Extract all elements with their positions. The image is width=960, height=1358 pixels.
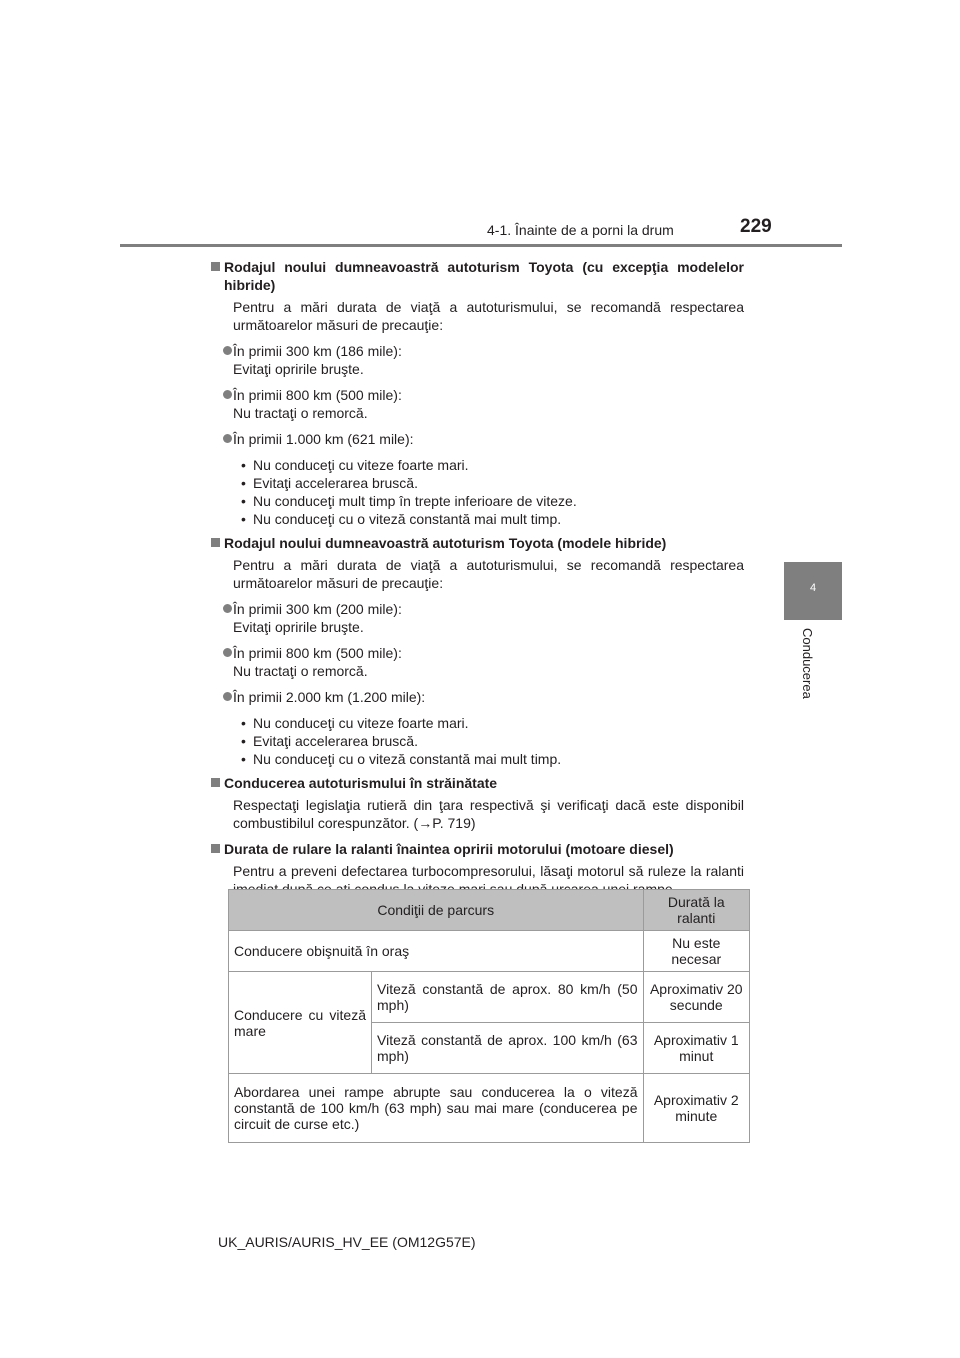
sub-list-item: • Nu conduceţi mult timp în trepte inferioare de viteze. xyxy=(241,492,744,510)
section-intro: Pentru a mări durata de viaţă a autoturismului, se recomandă respectarea următoarelor măsuri de precauţie: xyxy=(233,299,744,333)
section-intro: Pentru a preveni defectarea turbocompresorului, lăsaţi motorul să ruleze la ralanti xyxy=(233,863,744,879)
list-item: În primii 800 km (500 mile): Nu tractaţi o remorcă. xyxy=(211,386,744,422)
table-cell: Aproximativ 1 minut xyxy=(643,1023,750,1074)
chapter-label: Conducerea xyxy=(800,628,815,699)
table-cell: Conducere cu viteză mare xyxy=(229,972,372,1074)
circle-bullet-icon xyxy=(223,648,232,657)
table-cell: Conducere obişnuită în oraş xyxy=(229,931,644,972)
page-number: 229 xyxy=(740,216,772,237)
square-bullet-icon xyxy=(211,538,220,547)
circle-bullet-icon xyxy=(223,434,232,443)
header-section-title: 4-1. Înainte de a porni la drum xyxy=(487,222,674,238)
table-cell: Aproximativ 20 secunde xyxy=(643,972,750,1023)
section-heading: Rodajul noului dumneavoastră autoturism Toyota (modele hibride) xyxy=(211,534,744,552)
list-item: În primii 300 km (200 mile): Evitaţi opririle bruşte. xyxy=(211,600,744,636)
sub-list-item: • Nu conduceţi cu viteze foarte mari. xyxy=(241,714,744,732)
sub-list-item: • Evitaţi accelerarea bruscă. xyxy=(241,732,744,750)
table-cell: Nu este necesar xyxy=(643,931,750,972)
sub-list-item: • Evitaţi accelerarea bruscă. xyxy=(241,474,744,492)
sub-list-item: • Nu conduceţi cu viteze foarte mari. xyxy=(241,456,744,474)
chapter-number: 4 xyxy=(809,582,817,594)
chapter-tab xyxy=(784,562,842,620)
section-intro: Pentru a mări durata de viaţă a autoturismului, se recomandă respectarea următoarelor măsuri de precauţie: xyxy=(233,557,744,591)
circle-bullet-icon xyxy=(223,346,232,355)
table-cell: Aproximativ 2 minute xyxy=(643,1074,750,1143)
circle-bullet-icon xyxy=(223,692,232,701)
table-header-cell: Durată la ralanti xyxy=(643,890,750,931)
table-header-cell: Condiţii de parcurs xyxy=(229,890,644,931)
table-row xyxy=(229,931,750,972)
table-header-row xyxy=(229,890,750,931)
circle-bullet-icon xyxy=(223,604,232,613)
table-cell: Abordarea unei rampe abrupte sau conducerea la o viteză constantă de 100 km/h (63 mph) sau mai mare (conducerea pe circuit de curse etc.) xyxy=(229,1074,644,1143)
list-item: În primii 300 km (186 mile): Evitaţi opririle bruşte. xyxy=(211,342,744,378)
idle-duration-table xyxy=(228,889,750,1143)
list-item: În primii 800 km (500 mile): Nu tractaţi o remorcă. xyxy=(211,644,744,680)
table-cell: Viteză constantă de aprox. 100 km/h (63 mph) xyxy=(372,1023,644,1074)
sub-list xyxy=(211,456,744,528)
sub-list-item: • Nu conduceţi cu o viteză constantă mai mult timp. xyxy=(241,750,744,768)
square-bullet-icon xyxy=(211,844,220,853)
table-row xyxy=(229,1074,750,1143)
list-item: În primii 2.000 km (1.200 mile): xyxy=(211,688,744,706)
header-rule xyxy=(120,244,842,247)
table-cell: Viteză constantă de aprox. 80 km/h (50 mph) xyxy=(372,972,644,1023)
square-bullet-icon xyxy=(211,262,220,271)
square-bullet-icon xyxy=(211,778,220,787)
sub-list xyxy=(211,714,744,768)
circle-bullet-icon xyxy=(223,390,232,399)
sub-list-item: • Nu conduceţi cu o viteză constantă mai mult timp. xyxy=(241,510,744,528)
table-row xyxy=(229,972,750,1023)
document-code: UK_AURIS/AURIS_HV_EE (OM12G57E) xyxy=(218,1234,476,1250)
section-heading: Rodajul noului dumneavoastră autoturism Toyota (cu excepţia modelelor hibride) xyxy=(211,258,744,294)
section-intro: Respectaţi legislaţia rutieră din ţara respectivă şi verificaţi dacă este disponibil combustibilul corespunzător. (→P. 719) xyxy=(233,797,744,831)
list-item: În primii 1.000 km (621 mile): xyxy=(211,430,744,448)
section-heading: Conducerea autoturismului în străinătate xyxy=(211,774,744,792)
page-content xyxy=(211,252,744,898)
section-heading: Durata de rulare la ralanti înaintea opririi motorului (motoare diesel) xyxy=(211,840,744,858)
